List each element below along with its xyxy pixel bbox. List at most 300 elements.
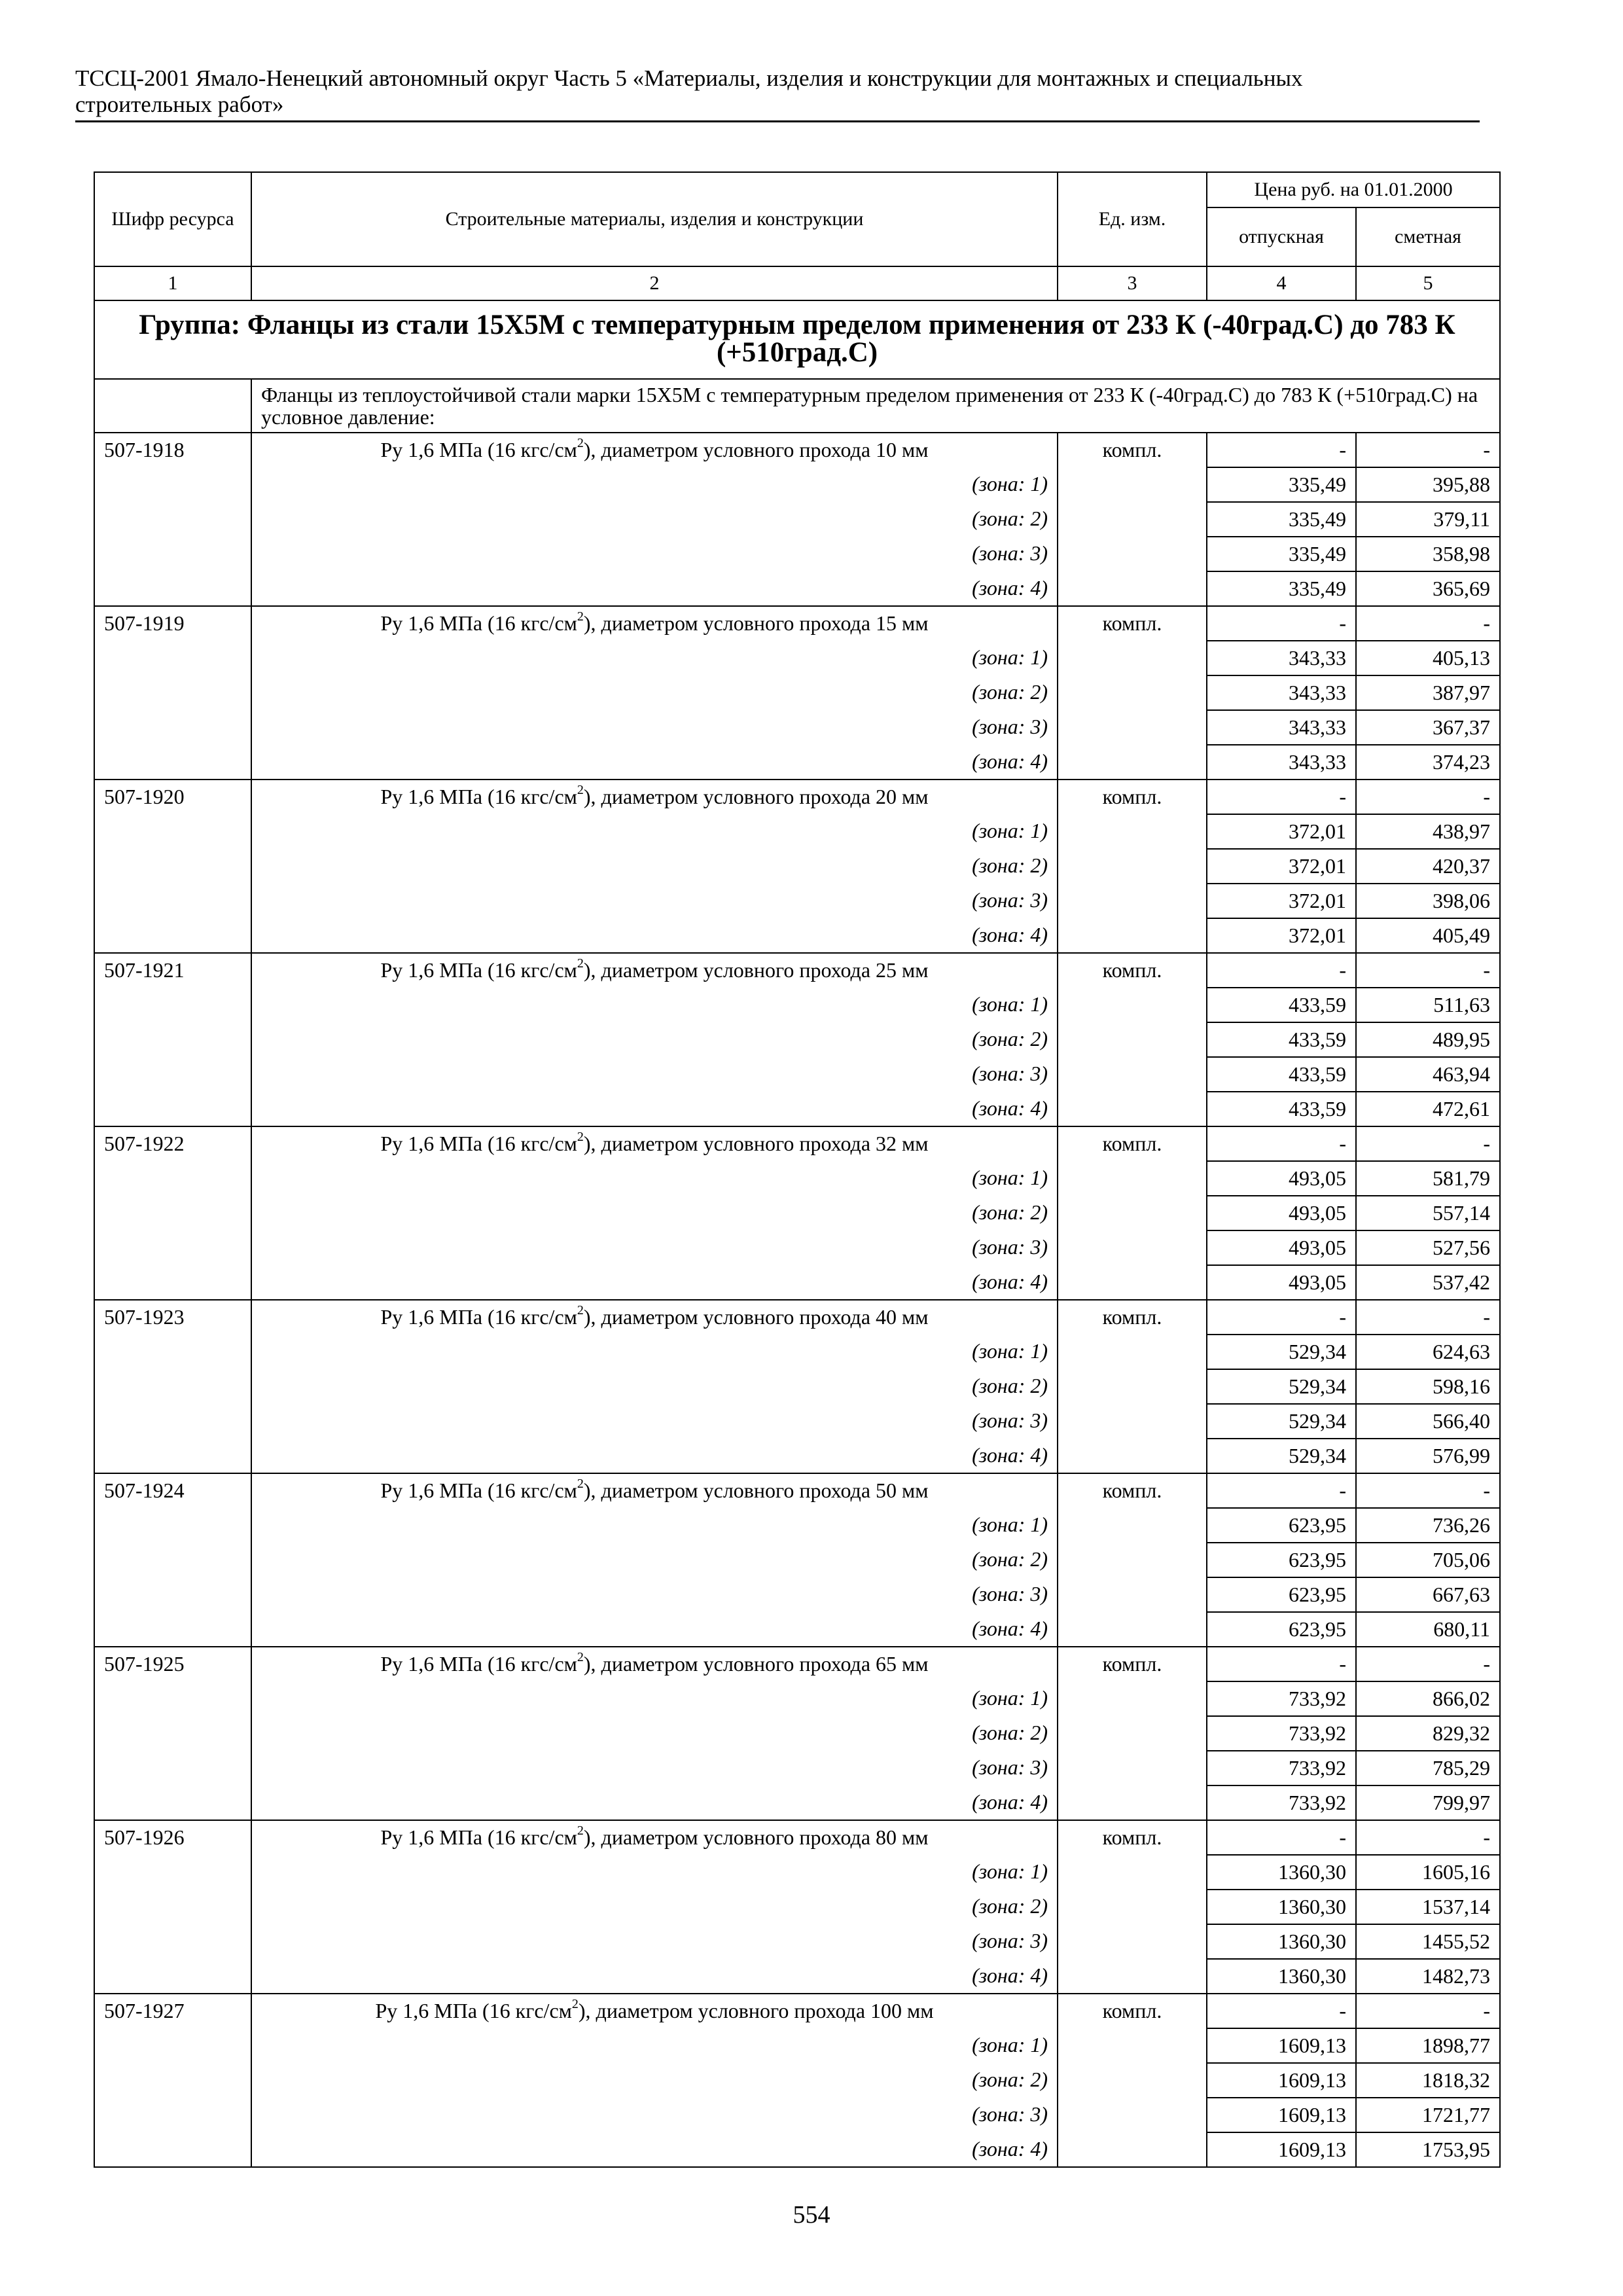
table-row xyxy=(94,1543,1500,1577)
item-name xyxy=(251,1300,1058,1335)
item-code: 507-1918 xyxy=(94,433,251,467)
zone-release-price: 733,92 xyxy=(1207,1751,1356,1785)
column-header-estimate: сметная xyxy=(1356,207,1500,266)
header-rule xyxy=(75,120,1480,122)
item-unit-blank xyxy=(1058,1924,1207,1959)
table-row xyxy=(94,849,1500,884)
zone-release-price: 1609,13 xyxy=(1207,2028,1356,2063)
item-code-blank xyxy=(94,1681,251,1716)
item-code-blank xyxy=(94,1924,251,1959)
item-unit-blank xyxy=(1058,1716,1207,1751)
item-name xyxy=(251,1647,1058,1681)
zone-label: (зона: 3) xyxy=(251,537,1058,571)
item-unit: компл. xyxy=(1058,1820,1207,1855)
zone-label: (зона: 2) xyxy=(251,502,1058,537)
item-unit-blank xyxy=(1058,675,1207,710)
zone-release-price: 1360,30 xyxy=(1207,1959,1356,1994)
item-code: 507-1919 xyxy=(94,606,251,641)
zone-label: (зона: 2) xyxy=(251,1196,1058,1230)
item-code-blank xyxy=(94,2132,251,2167)
table-row xyxy=(94,1473,1500,1508)
item-estimate-dash: - xyxy=(1356,1994,1500,2028)
item-code-blank xyxy=(94,2098,251,2132)
item-unit-blank xyxy=(1058,1230,1207,1265)
item-name-post: ), диаметром условного прохода 25 мм xyxy=(583,958,929,982)
zone-label: (зона: 1) xyxy=(251,1161,1058,1196)
zone-estimate-price: 566,40 xyxy=(1356,1404,1500,1439)
zone-release-price: 433,59 xyxy=(1207,1057,1356,1092)
zone-label: (зона: 1) xyxy=(251,641,1058,675)
zone-release-price: 343,33 xyxy=(1207,641,1356,675)
column-number-1: 1 xyxy=(94,266,251,300)
item-unit-blank xyxy=(1058,884,1207,918)
zone-release-price: 1360,30 xyxy=(1207,1924,1356,1959)
item-name-post: ), диаметром условного прохода 100 мм xyxy=(578,1999,934,2022)
zone-label: (зона: 1) xyxy=(251,814,1058,849)
item-unit-blank xyxy=(1058,1508,1207,1543)
item-unit-blank xyxy=(1058,1161,1207,1196)
item-estimate-dash: - xyxy=(1356,1647,1500,1681)
item-name-superscript: 2 xyxy=(577,436,584,451)
item-code-blank xyxy=(94,2063,251,2098)
zone-release-price: 733,92 xyxy=(1207,1681,1356,1716)
zone-label: (зона: 2) xyxy=(251,675,1058,710)
item-code-blank xyxy=(94,1751,251,1785)
zone-label: (зона: 2) xyxy=(251,1022,1058,1057)
zone-release-price: 335,49 xyxy=(1207,571,1356,606)
item-code-blank xyxy=(94,1057,251,1092)
zone-estimate-price: 680,11 xyxy=(1356,1612,1500,1647)
item-release-dash: - xyxy=(1207,1820,1356,1855)
item-code: 507-1921 xyxy=(94,953,251,988)
zone-release-price: 343,33 xyxy=(1207,675,1356,710)
item-name-pre: Ру 1,6 МПа (16 кгс/см xyxy=(380,611,577,635)
item-code-blank xyxy=(94,1196,251,1230)
zone-release-price: 433,59 xyxy=(1207,1092,1356,1126)
zone-release-price: 335,49 xyxy=(1207,537,1356,571)
item-code: 507-1927 xyxy=(94,1994,251,2028)
zone-label: (зона: 4) xyxy=(251,1785,1058,1820)
item-unit-blank xyxy=(1058,1057,1207,1092)
item-code-blank xyxy=(94,884,251,918)
price-table xyxy=(94,171,1501,2168)
description-blank-cell xyxy=(94,379,251,433)
zone-label: (зона: 2) xyxy=(251,1890,1058,1924)
zone-label: (зона: 4) xyxy=(251,745,1058,780)
item-code-blank xyxy=(94,571,251,606)
table-row xyxy=(94,2132,1500,2167)
item-code-blank xyxy=(94,745,251,780)
zone-label: (зона: 3) xyxy=(251,1577,1058,1612)
zone-release-price: 372,01 xyxy=(1207,849,1356,884)
table-row xyxy=(94,1716,1500,1751)
item-release-dash: - xyxy=(1207,1473,1356,1508)
item-code: 507-1923 xyxy=(94,1300,251,1335)
zone-label: (зона: 2) xyxy=(251,1716,1058,1751)
zone-estimate-price: 398,06 xyxy=(1356,884,1500,918)
table-row xyxy=(94,502,1500,537)
item-unit-blank xyxy=(1058,988,1207,1022)
item-estimate-dash: - xyxy=(1356,1126,1500,1161)
zone-release-price: 623,95 xyxy=(1207,1577,1356,1612)
table-row xyxy=(94,675,1500,710)
item-unit: компл. xyxy=(1058,1126,1207,1161)
zone-estimate-price: 785,29 xyxy=(1356,1751,1500,1785)
zone-label: (зона: 2) xyxy=(251,1543,1058,1577)
table-row xyxy=(94,1092,1500,1126)
zone-release-price: 1360,30 xyxy=(1207,1890,1356,1924)
table-row xyxy=(94,710,1500,745)
item-name xyxy=(251,606,1058,641)
zone-release-price: 529,34 xyxy=(1207,1439,1356,1473)
item-code-blank xyxy=(94,1577,251,1612)
item-code: 507-1922 xyxy=(94,1126,251,1161)
item-unit-blank xyxy=(1058,1681,1207,1716)
column-header-code-label: Шифр ресурса xyxy=(111,208,234,230)
zone-label: (зона: 3) xyxy=(251,884,1058,918)
zone-label: (зона: 2) xyxy=(251,1369,1058,1404)
item-unit-blank xyxy=(1058,745,1207,780)
item-code-blank xyxy=(94,641,251,675)
zone-release-price: 372,01 xyxy=(1207,814,1356,849)
table-row xyxy=(94,1196,1500,1230)
item-unit-blank xyxy=(1058,641,1207,675)
zone-label: (зона: 1) xyxy=(251,1681,1058,1716)
zone-release-price: 529,34 xyxy=(1207,1335,1356,1369)
zone-estimate-price: 1482,73 xyxy=(1356,1959,1500,1994)
item-unit-blank xyxy=(1058,918,1207,953)
zone-label: (зона: 1) xyxy=(251,988,1058,1022)
item-code: 507-1920 xyxy=(94,780,251,814)
item-unit-blank xyxy=(1058,1439,1207,1473)
table-row xyxy=(94,1335,1500,1369)
item-unit-blank xyxy=(1058,571,1207,606)
item-name-pre: Ру 1,6 МПа (16 кгс/см xyxy=(380,438,577,461)
item-release-dash: - xyxy=(1207,1300,1356,1335)
item-code-blank xyxy=(94,1230,251,1265)
zone-release-price: 1609,13 xyxy=(1207,2098,1356,2132)
zone-estimate-price: 472,61 xyxy=(1356,1092,1500,1126)
zone-estimate-price: 365,69 xyxy=(1356,571,1500,606)
table-row xyxy=(94,467,1500,502)
zone-release-price: 493,05 xyxy=(1207,1196,1356,1230)
item-code-blank xyxy=(94,1890,251,1924)
zone-estimate-price: 511,63 xyxy=(1356,988,1500,1022)
item-code: 507-1925 xyxy=(94,1647,251,1681)
zone-estimate-price: 1537,14 xyxy=(1356,1890,1500,1924)
item-code-blank xyxy=(94,1404,251,1439)
column-number-3: 3 xyxy=(1058,266,1207,300)
table-row xyxy=(94,953,1500,988)
zone-estimate-price: 1605,16 xyxy=(1356,1855,1500,1890)
zone-estimate-price: 463,94 xyxy=(1356,1057,1500,1092)
item-name xyxy=(251,1126,1058,1161)
zone-estimate-price: 576,99 xyxy=(1356,1439,1500,1473)
header-title-line-1: ТССЦ-2001 Ямало-Ненецкий автономный округ Часть 5 «Материалы, изделия и конструкции для монтажных и специальных xyxy=(75,65,1303,91)
zone-label: (зона: 4) xyxy=(251,571,1058,606)
item-name-post: ), диаметром условного прохода 40 мм xyxy=(583,1305,929,1329)
zone-label: (зона: 3) xyxy=(251,1751,1058,1785)
item-code-blank xyxy=(94,1022,251,1057)
item-release-dash: - xyxy=(1207,1994,1356,2028)
item-unit-blank xyxy=(1058,1959,1207,1994)
item-name-superscript: 2 xyxy=(571,1997,579,2012)
zone-label: (зона: 2) xyxy=(251,849,1058,884)
item-name xyxy=(251,1820,1058,1855)
table-row xyxy=(94,1785,1500,1820)
item-unit: компл. xyxy=(1058,780,1207,814)
item-code-blank xyxy=(94,1161,251,1196)
zone-label: (зона: 1) xyxy=(251,1508,1058,1543)
zone-label: (зона: 1) xyxy=(251,1335,1058,1369)
item-name-superscript: 2 xyxy=(577,1130,584,1145)
table-row xyxy=(94,1751,1500,1785)
item-unit-blank xyxy=(1058,2132,1207,2167)
item-unit-blank xyxy=(1058,537,1207,571)
table-row xyxy=(94,1924,1500,1959)
item-group xyxy=(94,433,1500,606)
zone-release-price: 372,01 xyxy=(1207,884,1356,918)
item-release-dash: - xyxy=(1207,433,1356,467)
zone-estimate-price: 358,98 xyxy=(1356,537,1500,571)
zone-estimate-price: 705,06 xyxy=(1356,1543,1500,1577)
column-header-price-group-label: Цена руб. на 01.01.2000 xyxy=(1254,179,1453,200)
item-unit: компл. xyxy=(1058,1994,1207,2028)
table-row xyxy=(94,1681,1500,1716)
item-name-superscript: 2 xyxy=(577,783,584,798)
item-release-dash: - xyxy=(1207,1126,1356,1161)
item-name-pre: Ру 1,6 МПа (16 кгс/см xyxy=(380,1825,577,1849)
item-unit-blank xyxy=(1058,710,1207,745)
item-name-pre: Ру 1,6 МПа (16 кгс/см xyxy=(380,785,577,808)
item-unit-blank xyxy=(1058,1577,1207,1612)
item-name-post: ), диаметром условного прохода 32 мм xyxy=(583,1132,929,1155)
zone-label: (зона: 3) xyxy=(251,1404,1058,1439)
item-name-post: ), диаметром условного прохода 50 мм xyxy=(583,1479,929,1502)
item-group xyxy=(94,1300,1500,1473)
table-row xyxy=(94,1855,1500,1890)
table-row xyxy=(94,433,1500,467)
column-header-unit xyxy=(1058,172,1207,266)
group-description: Фланцы из теплоустойчивой стали марки 15Х5М с температурным пределом применения от 233 К (-40град.С) до 783 К (+510град.С) на условное давление: xyxy=(251,379,1500,433)
zone-estimate-price: 489,95 xyxy=(1356,1022,1500,1057)
zone-release-price: 1360,30 xyxy=(1207,1855,1356,1890)
table-row xyxy=(94,537,1500,571)
zone-release-price: 529,34 xyxy=(1207,1404,1356,1439)
item-unit-blank xyxy=(1058,849,1207,884)
item-unit-blank xyxy=(1058,1265,1207,1300)
item-code-blank xyxy=(94,710,251,745)
item-estimate-dash: - xyxy=(1356,953,1500,988)
item-unit-blank xyxy=(1058,1855,1207,1890)
zone-estimate-price: 598,16 xyxy=(1356,1369,1500,1404)
item-unit: компл. xyxy=(1058,1473,1207,1508)
item-name-pre: Ру 1,6 МПа (16 кгс/см xyxy=(380,1305,577,1329)
item-code-blank xyxy=(94,1439,251,1473)
item-release-dash: - xyxy=(1207,1647,1356,1681)
zone-release-price: 343,33 xyxy=(1207,710,1356,745)
item-code-blank xyxy=(94,1785,251,1820)
zone-release-price: 433,59 xyxy=(1207,1022,1356,1057)
item-unit: компл. xyxy=(1058,606,1207,641)
table-row xyxy=(94,1369,1500,1404)
table-row xyxy=(94,1612,1500,1647)
table-row xyxy=(94,1404,1500,1439)
zone-label: (зона: 4) xyxy=(251,1092,1058,1126)
table-row xyxy=(94,1439,1500,1473)
item-release-dash: - xyxy=(1207,606,1356,641)
zone-estimate-price: 367,37 xyxy=(1356,710,1500,745)
table-row xyxy=(94,745,1500,780)
table-row xyxy=(94,1820,1500,1855)
item-group xyxy=(94,780,1500,953)
item-name-superscript: 2 xyxy=(577,1303,584,1318)
item-unit-blank xyxy=(1058,814,1207,849)
zone-label: (зона: 4) xyxy=(251,1265,1058,1300)
table-row xyxy=(94,884,1500,918)
item-name-superscript: 2 xyxy=(577,1477,584,1492)
item-name-post: ), диаметром условного прохода 65 мм xyxy=(583,1652,929,1676)
zone-estimate-price: 829,32 xyxy=(1356,1716,1500,1751)
zone-release-price: 733,92 xyxy=(1207,1716,1356,1751)
item-name-pre: Ру 1,6 МПа (16 кгс/см xyxy=(380,1132,577,1155)
zone-label: (зона: 3) xyxy=(251,1230,1058,1265)
item-name-post: ), диаметром условного прохода 10 мм xyxy=(583,438,929,461)
item-unit-blank xyxy=(1058,1369,1207,1404)
item-unit: компл. xyxy=(1058,1647,1207,1681)
item-code-blank xyxy=(94,1716,251,1751)
item-code-blank xyxy=(94,537,251,571)
item-estimate-dash: - xyxy=(1356,433,1500,467)
item-release-dash: - xyxy=(1207,953,1356,988)
zone-estimate-price: 374,23 xyxy=(1356,745,1500,780)
table-header xyxy=(94,172,1500,300)
zone-release-price: 335,49 xyxy=(1207,502,1356,537)
table-row xyxy=(94,1508,1500,1543)
item-estimate-dash: - xyxy=(1356,1820,1500,1855)
zone-estimate-price: 736,26 xyxy=(1356,1508,1500,1543)
table-row xyxy=(94,1230,1500,1265)
item-name xyxy=(251,953,1058,988)
table-row xyxy=(94,1265,1500,1300)
item-code-blank xyxy=(94,675,251,710)
column-header-release: отпускная xyxy=(1207,207,1356,266)
column-header-price-group xyxy=(1207,172,1500,207)
column-number-2: 2 xyxy=(251,266,1058,300)
item-code-blank xyxy=(94,467,251,502)
zone-label: (зона: 3) xyxy=(251,710,1058,745)
zone-estimate-price: 1455,52 xyxy=(1356,1924,1500,1959)
item-group xyxy=(94,1820,1500,1994)
zone-estimate-price: 420,37 xyxy=(1356,849,1500,884)
zone-release-price: 493,05 xyxy=(1207,1230,1356,1265)
item-name-post: ), диаметром условного прохода 20 мм xyxy=(583,785,929,808)
zone-label: (зона: 3) xyxy=(251,1057,1058,1092)
zone-estimate-price: 667,63 xyxy=(1356,1577,1500,1612)
item-unit-blank xyxy=(1058,467,1207,502)
item-code-blank xyxy=(94,2028,251,2063)
table-row xyxy=(94,1161,1500,1196)
zone-estimate-price: 624,63 xyxy=(1356,1335,1500,1369)
item-code-blank xyxy=(94,1855,251,1890)
item-unit: компл. xyxy=(1058,433,1207,467)
zone-label: (зона: 4) xyxy=(251,918,1058,953)
zone-label: (зона: 4) xyxy=(251,1612,1058,1647)
item-group xyxy=(94,1647,1500,1820)
table-row xyxy=(94,1890,1500,1924)
item-name-pre: Ру 1,6 МПа (16 кгс/см xyxy=(380,1652,577,1676)
item-unit-blank xyxy=(1058,1612,1207,1647)
column-number-5: 5 xyxy=(1356,266,1500,300)
item-group xyxy=(94,606,1500,780)
item-code-blank xyxy=(94,1265,251,1300)
zone-label: (зона: 4) xyxy=(251,2132,1058,2167)
table-row xyxy=(94,988,1500,1022)
item-code-blank xyxy=(94,814,251,849)
table-row xyxy=(94,2063,1500,2098)
item-code: 507-1924 xyxy=(94,1473,251,1508)
table-row xyxy=(94,1994,1500,2028)
item-code-blank xyxy=(94,988,251,1022)
item-group xyxy=(94,1473,1500,1647)
item-unit-blank xyxy=(1058,1335,1207,1369)
item-name-superscript: 2 xyxy=(577,609,584,624)
item-group xyxy=(94,953,1500,1126)
item-unit-blank xyxy=(1058,502,1207,537)
item-name xyxy=(251,433,1058,467)
item-name xyxy=(251,1994,1058,2028)
page-number: 554 xyxy=(793,2201,830,2229)
zone-label: (зона: 2) xyxy=(251,2063,1058,2098)
item-unit-blank xyxy=(1058,2028,1207,2063)
table-row xyxy=(94,2028,1500,2063)
item-code-blank xyxy=(94,918,251,953)
item-unit: компл. xyxy=(1058,1300,1207,1335)
item-name-post: ), диаметром условного прохода 80 мм xyxy=(583,1825,929,1849)
item-name-pre: Ру 1,6 МПа (16 кгс/см xyxy=(375,1999,572,2022)
zone-estimate-price: 866,02 xyxy=(1356,1681,1500,1716)
column-header-unit-label: Ед. изм. xyxy=(1098,208,1166,230)
item-code-blank xyxy=(94,1335,251,1369)
zone-estimate-price: 581,79 xyxy=(1356,1161,1500,1196)
zone-release-price: 623,95 xyxy=(1207,1612,1356,1647)
group-title: Группа: Фланцы из стали 15Х5М с температурным пределом применения от 233 К (-40град.С) до 783 К (+510град.С) xyxy=(94,300,1500,379)
table-row xyxy=(94,2098,1500,2132)
item-estimate-dash: - xyxy=(1356,1300,1500,1335)
zone-estimate-price: 1898,77 xyxy=(1356,2028,1500,2063)
zone-release-price: 343,33 xyxy=(1207,745,1356,780)
zone-release-price: 335,49 xyxy=(1207,467,1356,502)
zone-release-price: 1609,13 xyxy=(1207,2063,1356,2098)
zone-release-price: 1609,13 xyxy=(1207,2132,1356,2167)
item-code-blank xyxy=(94,1543,251,1577)
zone-estimate-price: 438,97 xyxy=(1356,814,1500,849)
item-unit: компл. xyxy=(1058,953,1207,988)
item-estimate-dash: - xyxy=(1356,606,1500,641)
zone-release-price: 733,92 xyxy=(1207,1785,1356,1820)
item-code-blank xyxy=(94,1612,251,1647)
column-header-name xyxy=(251,172,1058,266)
table-row xyxy=(94,918,1500,953)
zone-estimate-price: 799,97 xyxy=(1356,1785,1500,1820)
item-unit-blank xyxy=(1058,1022,1207,1057)
table-row xyxy=(94,1022,1500,1057)
zone-release-price: 529,34 xyxy=(1207,1369,1356,1404)
table-row xyxy=(94,780,1500,814)
zone-release-price: 493,05 xyxy=(1207,1161,1356,1196)
zone-estimate-price: 557,14 xyxy=(1356,1196,1500,1230)
zone-label: (зона: 4) xyxy=(251,1439,1058,1473)
